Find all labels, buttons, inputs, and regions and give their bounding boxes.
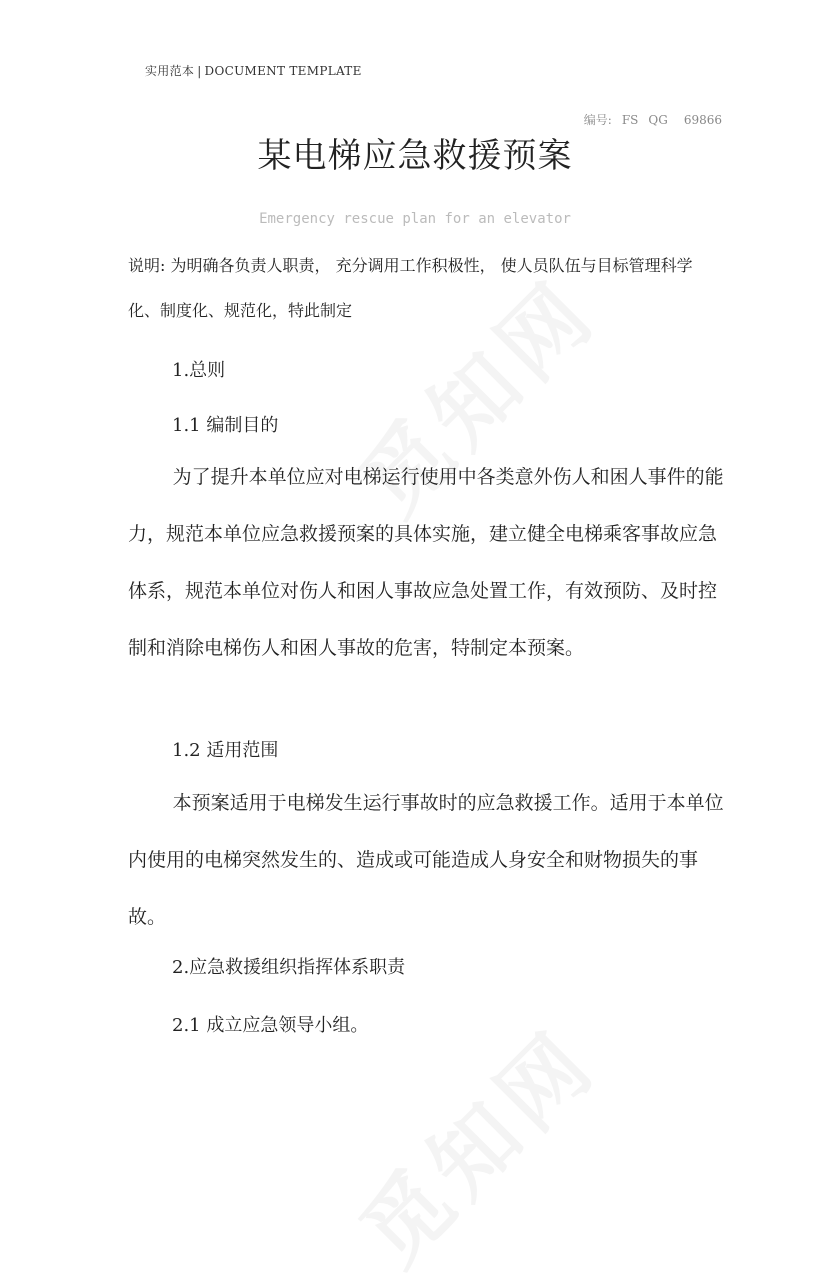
header-label: DOCUMENT TEMPLATE bbox=[204, 64, 362, 78]
document-description: 说明: 为明确各负责人职责， 充分调用工作积极性， 使人员队伍与目标管理科学化、制度化、规范化，特此制定 bbox=[128, 256, 693, 320]
section-heading: 1.1 编制目的 bbox=[172, 415, 279, 436]
paragraph-scope: 本预案适用于电梯发生运行事故时的应急救援工作。适用于本单位内使用的电梯突然发生的、造成或可能造成人身安全和财物损失的事故。 bbox=[128, 792, 724, 928]
document-title: 某电梯应急救援预案 bbox=[257, 136, 573, 176]
doc-number-part: QG bbox=[648, 113, 668, 127]
doc-number-part: 69866 bbox=[683, 113, 722, 127]
doc-number-part: FS bbox=[621, 113, 639, 127]
section-heading: 1.总则 bbox=[172, 360, 226, 381]
header-brand: 实用范本 bbox=[145, 64, 195, 78]
section-heading: 2.1 成立应急领导小组。 bbox=[172, 1015, 369, 1036]
section-heading: 2.应急救援组织指挥体系职责 bbox=[172, 957, 406, 978]
paragraph-purpose: 为了提升本单位应对电梯运行使用中各类意外伤人和困人事件的能力，规范本单位应急救援预案的具体实施，建立健全电梯乘客事故应急体系，规范本单位对伤人和困人事故应急处置工作，有效预防、及时控制和消除电梯伤人和困人事故的危害，特制定本预案。 bbox=[128, 466, 724, 659]
doc-number bbox=[584, 111, 722, 128]
page-header bbox=[145, 62, 362, 79]
watermark-bottom bbox=[328, 996, 619, 1287]
doc-number-prefix: 编号: bbox=[583, 113, 612, 127]
header-separator: | bbox=[197, 64, 202, 78]
section-heading: 1.2 适用范围 bbox=[172, 740, 279, 761]
document-subtitle: Emergency rescue plan for an elevator bbox=[259, 211, 571, 227]
